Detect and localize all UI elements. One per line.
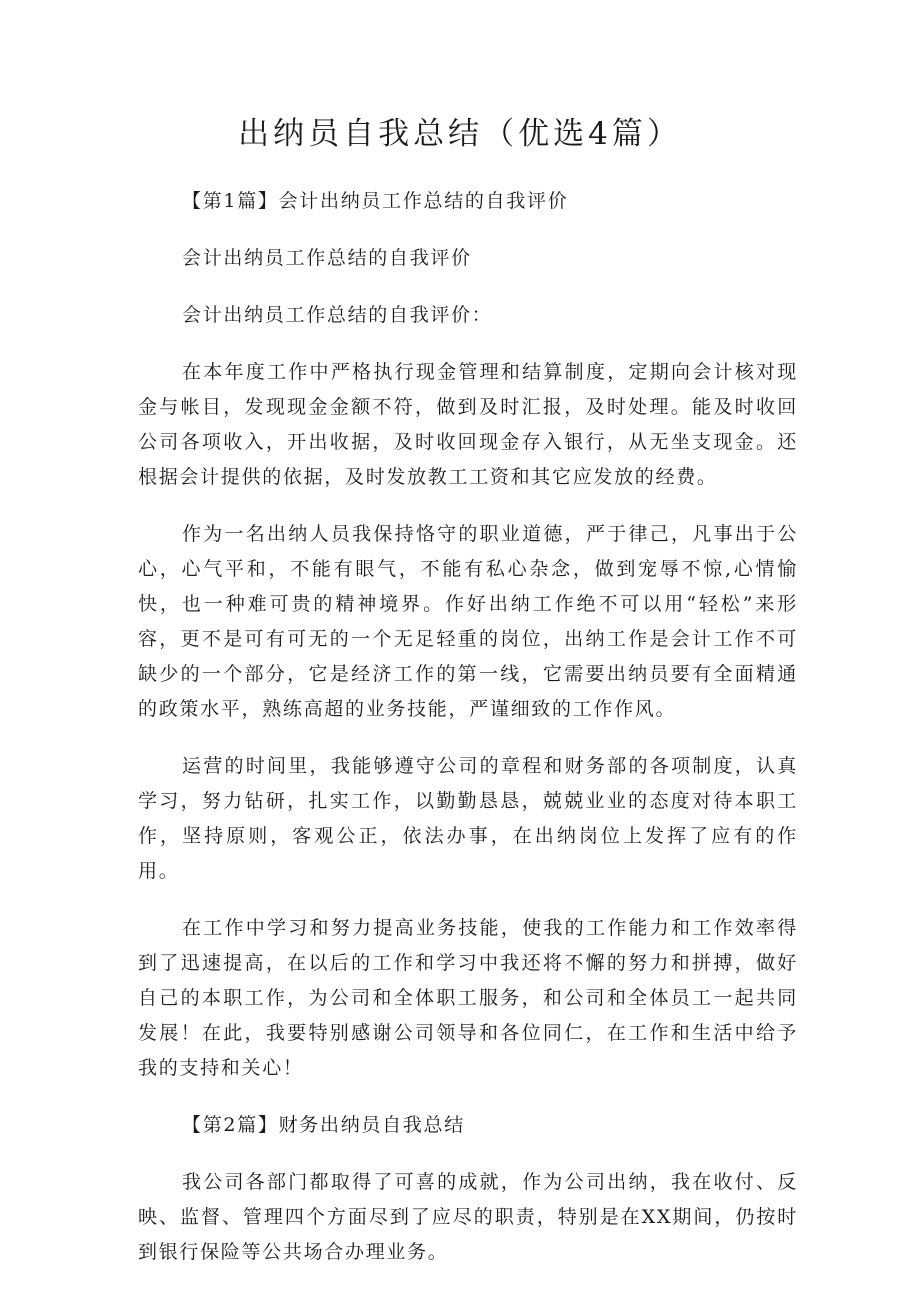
paragraph: 会计出纳员工作总结的自我评价 xyxy=(182,247,472,269)
document-body xyxy=(138,184,798,1270)
paragraph: 在工作中学习和努力提高业务技能，使我的工作能力和工作效率得到了迅速提高，在以后的工作和学习中我还将不懈的努力和拼搏，做好自己的本职工作，为公司和全体职工服务，和公司和全体员工一起共同发展！在此，我要特别感谢公司领导和各位同仁，在工作和生活中给予我的支持和关心！ xyxy=(138,917,798,1079)
paragraph: 运营的时间里，我能够遵守公司的章程和财务部的各项制度，认真学习，努力钻研，扎实工作，以勤勤恳恳，兢兢业业的态度对待本职工作，坚持原则，客观公正，依法办事，在出纳岗位上发挥了应有的作用。 xyxy=(138,755,798,882)
paragraph: 在本年度工作中严格执行现金管理和结算制度，定期向会计核对现金与帐目，发现现金金额不符，做到及时汇报，及时处理。能及时收回公司各项收入，开出收据，及时收回现金存入银行，从无坐支现金。还根据会计提供的依据，及时发放教工工资和其它应发放的经费。 xyxy=(138,361,798,488)
section-heading-2: 【第2篇】财务出纳员自我总结 xyxy=(182,1114,465,1136)
paragraph: 作为一名出纳人员我保持恪守的职业道德，严于律己，凡事出于公心，心气平和，不能有眼气，不能有私心杂念，做到宠辱不惊,心情愉快，也一种难可贵的精神境界。作好出纳工作绝不可以用“轻松”来形容，更不是可有可无的一个无足轻重的岗位，出纳工作是会计工作不可缺少的一个部分，它是经济工作的第一线，它需要出纳员要有全面精通的政策水平，熟练高超的业务技能，严谨细致的工作作风。 xyxy=(138,523,798,720)
paragraph: 我公司各部门都取得了可喜的成就，作为公司出纳，我在收付、反映、监督、管理四个方面尽到了应尽的职责，特别是在XX期间，仍按时到银行保险等公共场合办理业务。 xyxy=(138,1171,798,1263)
paragraph: 会计出纳员工作总结的自我评价： xyxy=(182,304,493,326)
document-title: 出纳员自我总结（优选4篇） xyxy=(238,116,682,152)
section-heading-1: 【第1篇】会计出纳员工作总结的自我评价 xyxy=(182,190,569,212)
